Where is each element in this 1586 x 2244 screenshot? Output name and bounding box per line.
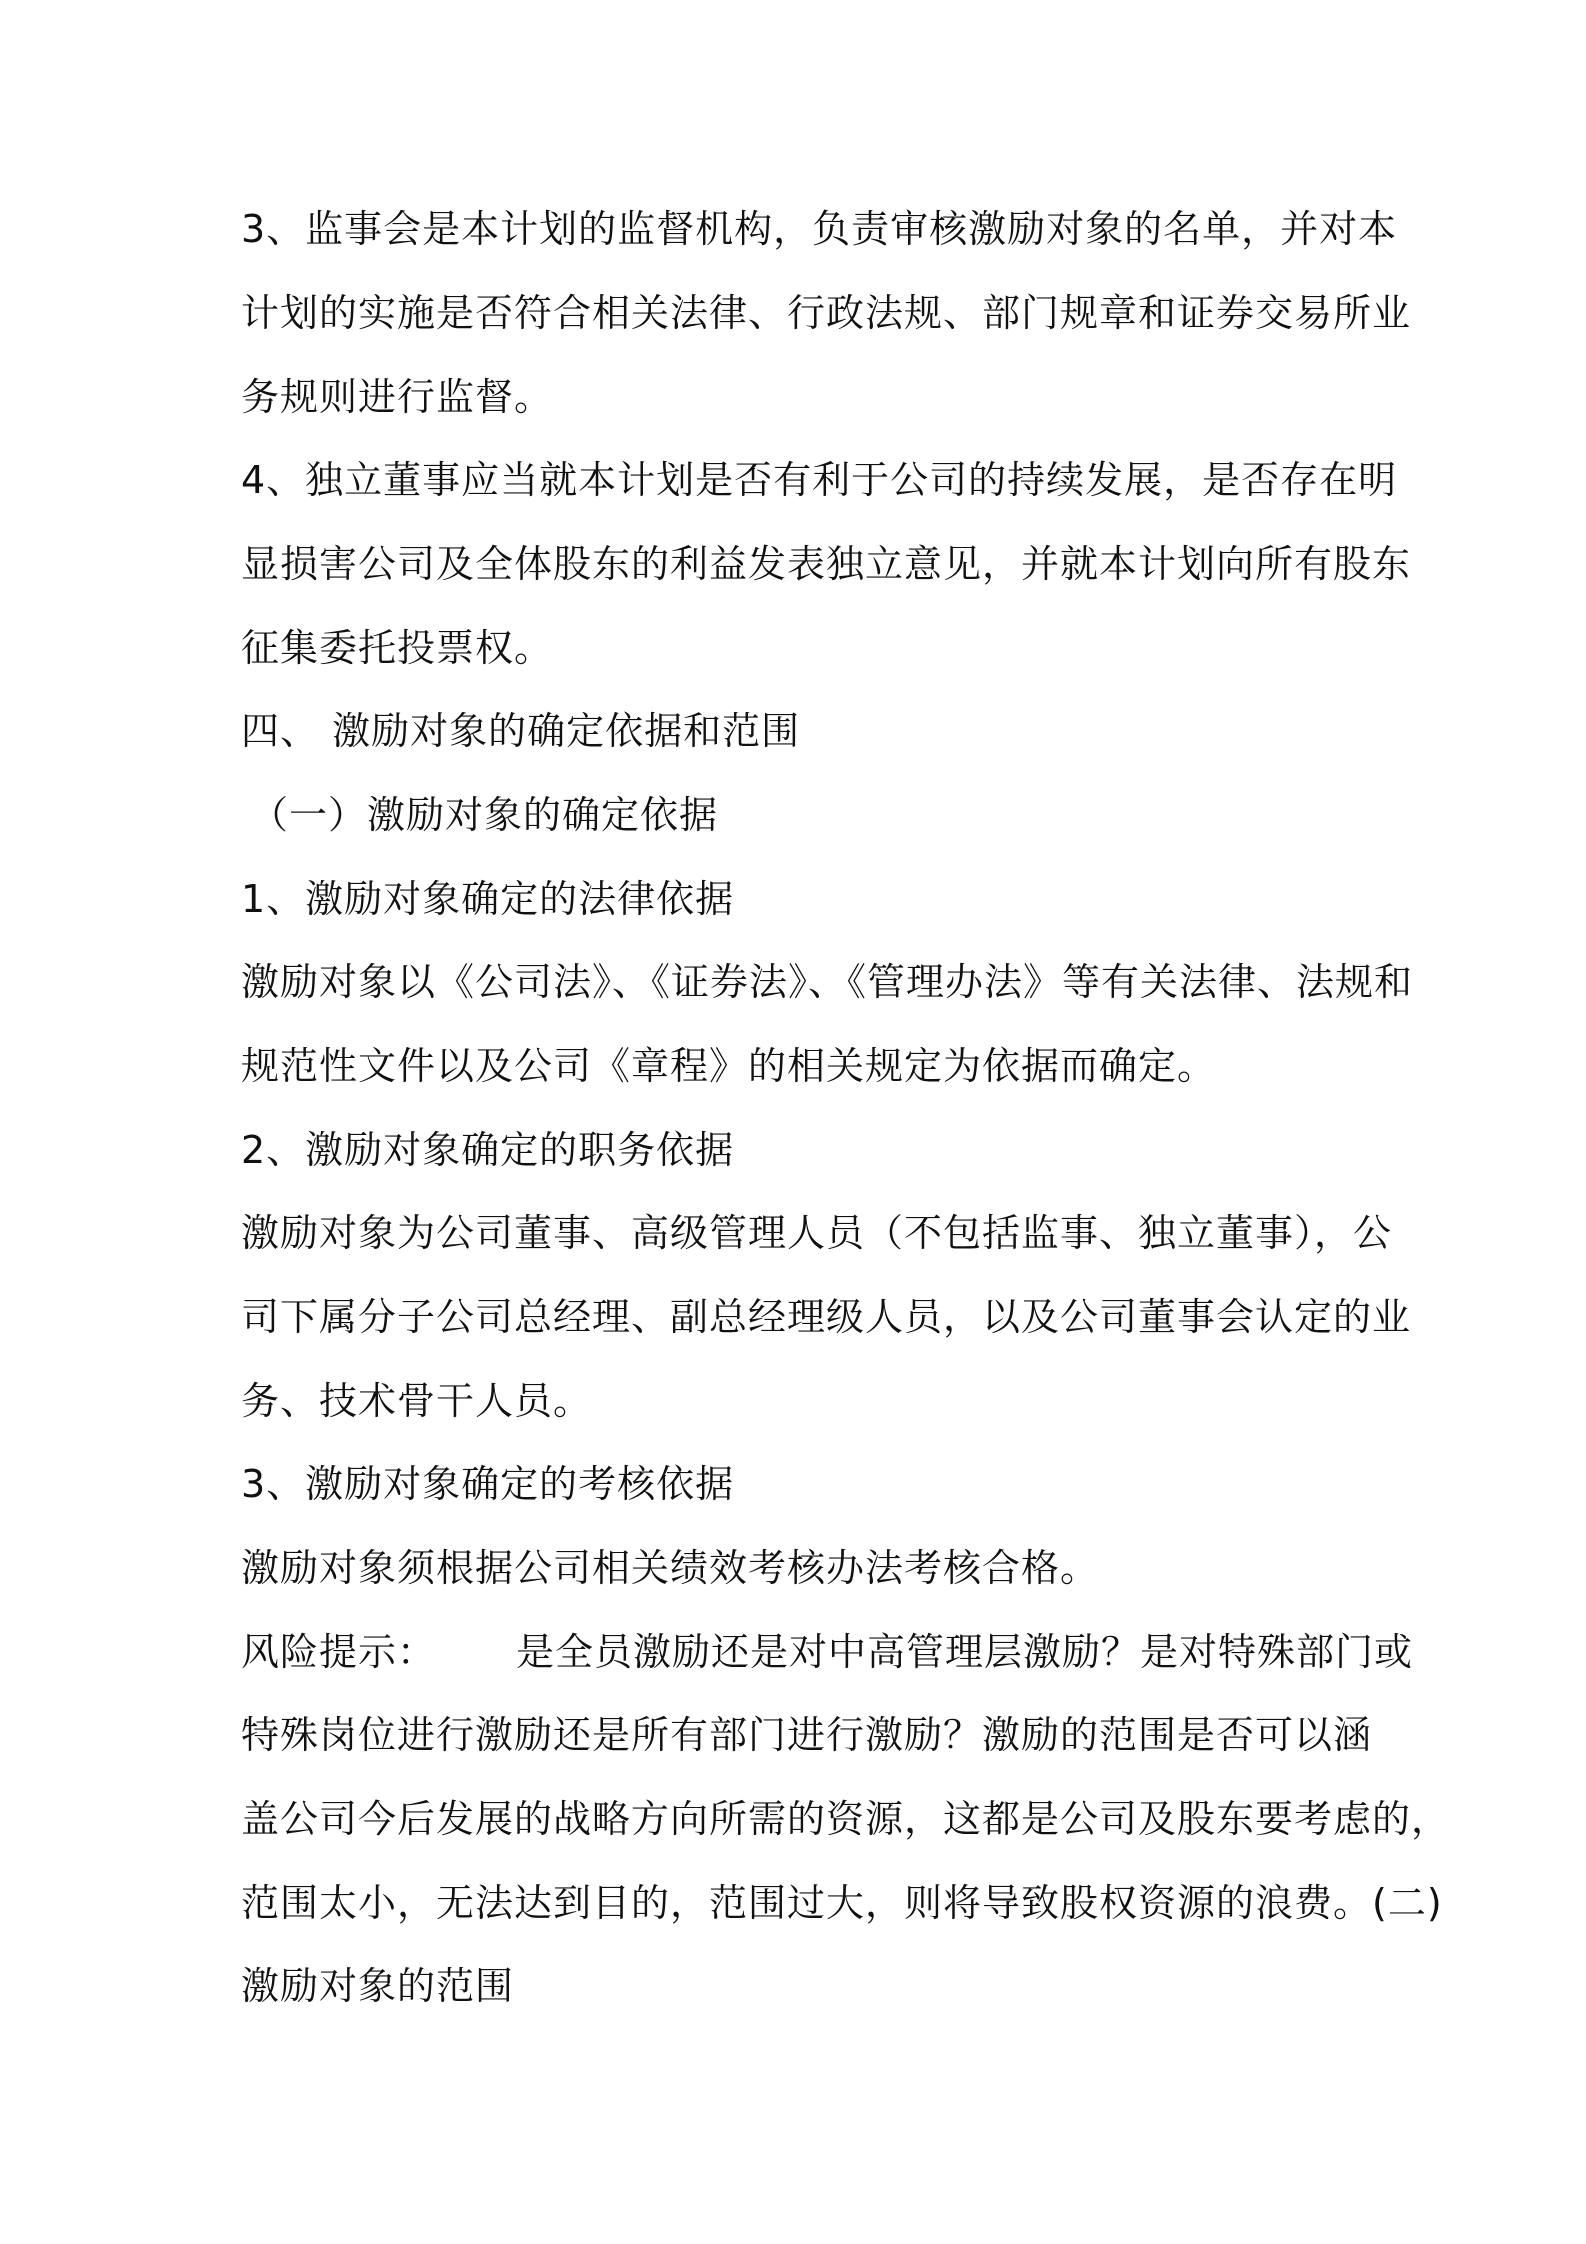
section-heading: 四、 激励对象的确定依据和范围 [241,709,801,753]
paragraph-line: 务、技术骨干人员。 [241,1379,593,1423]
risk-note-label: 风险提示： [241,1630,437,1674]
paragraph-line: 盖公司今后发展的战略方向所需的资源，这都是公司及股东要考虑的， [241,1797,1451,1841]
risk-note-text: 是全员激励还是对中高管理层激励？是对特殊部门或 [516,1630,1414,1674]
paragraph-line: 激励对象的范围 [241,1964,515,2008]
paragraph-line: 激励对象以《公司法》、《证券法》、《管理办法》等有关法律、法规和 [241,960,1414,1004]
paragraph-line: 务规则进行监督。 [241,375,554,419]
paragraph-line: 司下属分子公司总经理、副总经理级人员，以及公司董事会认定的业 [241,1295,1412,1339]
paragraph-line: 计划的实施是否符合相关法律、行政法规、部门规章和证券交易所业 [241,291,1412,335]
paragraph-line: 激励对象须根据公司相关绩效考核办法考核合格。 [241,1546,1100,1590]
item-heading: 2、激励对象确定的职务依据 [241,1128,735,1172]
paragraph-line: 显损害公司及全体股东的利益发表独立意见，并就本计划向所有股东 [241,542,1412,586]
paragraph-line: 征集委托投票权。 [241,626,554,670]
paragraph-line: 4、独立董事应当就本计划是否有利于公司的持续发展，是否存在明 [241,458,1398,502]
subsection-heading: （一）激励对象的确定依据 [250,793,719,837]
paragraph-line: 范围太小，无法达到目的，范围过大，则将导致股权资源的浪费。(二) [241,1881,1443,1925]
item-heading: 1、激励对象确定的法律依据 [241,877,735,921]
paragraph-line: 规范性文件以及公司《章程》的相关规定为依据而确定。 [241,1044,1217,1088]
item-heading: 3、激励对象确定的考核依据 [241,1462,735,1506]
paragraph-line: 3、监事会是本计划的监督机构，负责审核激励对象的名单，并对本 [241,207,1398,251]
paragraph-line: 激励对象为公司董事、高级管理人员（不包括监事、独立董事），公 [241,1211,1393,1255]
risk-note-line [241,1628,1414,1676]
paragraph-line: 特殊岗位进行激励还是所有部门进行激励？激励的范围是否可以涵 [241,1713,1373,1757]
